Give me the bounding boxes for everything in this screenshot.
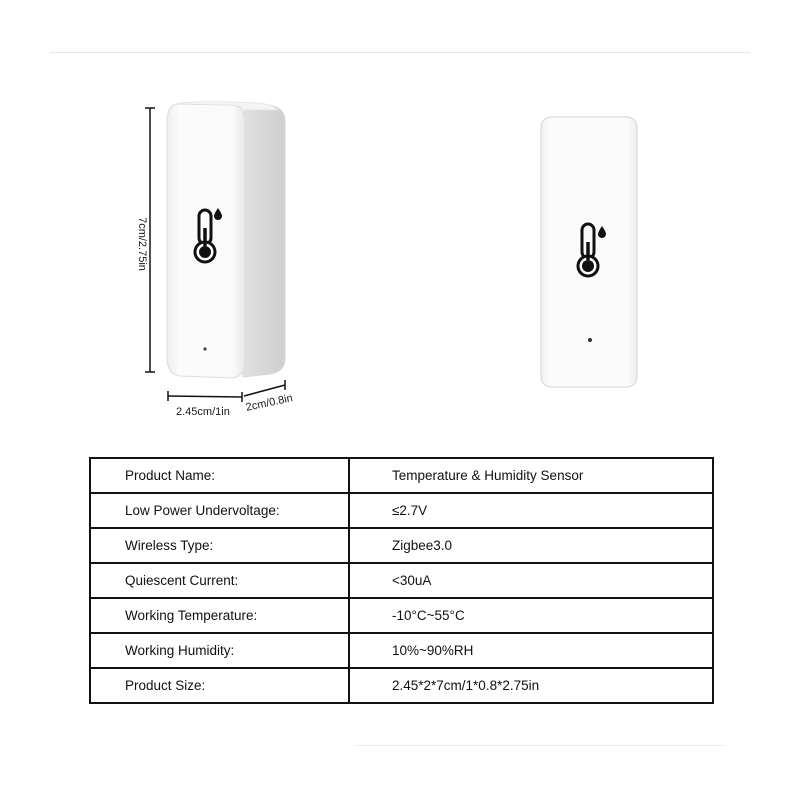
depth-dimension-label: 2cm/0.8in bbox=[244, 392, 294, 414]
spec-value: Temperature & Humidity Sensor bbox=[349, 458, 713, 493]
bottom-divider bbox=[355, 745, 725, 746]
width-dimension-label: 2.45cm/1in bbox=[176, 406, 230, 418]
status-led bbox=[203, 347, 206, 350]
spec-label: Product Name: bbox=[90, 458, 349, 493]
table-row bbox=[90, 563, 713, 598]
table-row bbox=[90, 668, 713, 703]
spec-label: Low Power Undervoltage: bbox=[90, 493, 349, 528]
sensor-front-view bbox=[541, 117, 637, 387]
spec-value: 10%~90%RH bbox=[349, 633, 713, 668]
spec-label: Quiescent Current: bbox=[90, 563, 349, 598]
table-row bbox=[90, 528, 713, 563]
spec-value: -10°C~55°C bbox=[349, 598, 713, 633]
depth-dimension-line bbox=[244, 380, 285, 396]
spec-label: Product Size: bbox=[90, 668, 349, 703]
table-row bbox=[90, 493, 713, 528]
status-led bbox=[588, 338, 592, 342]
spec-value: 2.45*2*7cm/1*0.8*2.75in bbox=[349, 668, 713, 703]
sensor-angled-view bbox=[167, 102, 285, 378]
spec-label: Working Humidity: bbox=[90, 633, 349, 668]
table-row bbox=[90, 458, 713, 493]
height-dimension-label: 7cm/2.75in bbox=[136, 217, 148, 271]
spec-value: Zigbee3.0 bbox=[349, 528, 713, 563]
spec-label: Wireless Type: bbox=[90, 528, 349, 563]
table-row bbox=[90, 598, 713, 633]
spec-value: <30uA bbox=[349, 563, 713, 598]
specifications-table bbox=[89, 457, 714, 704]
spec-label: Working Temperature: bbox=[90, 598, 349, 633]
table-row bbox=[90, 633, 713, 668]
spec-value: ≤2.7V bbox=[349, 493, 713, 528]
width-dimension-line bbox=[168, 391, 242, 402]
